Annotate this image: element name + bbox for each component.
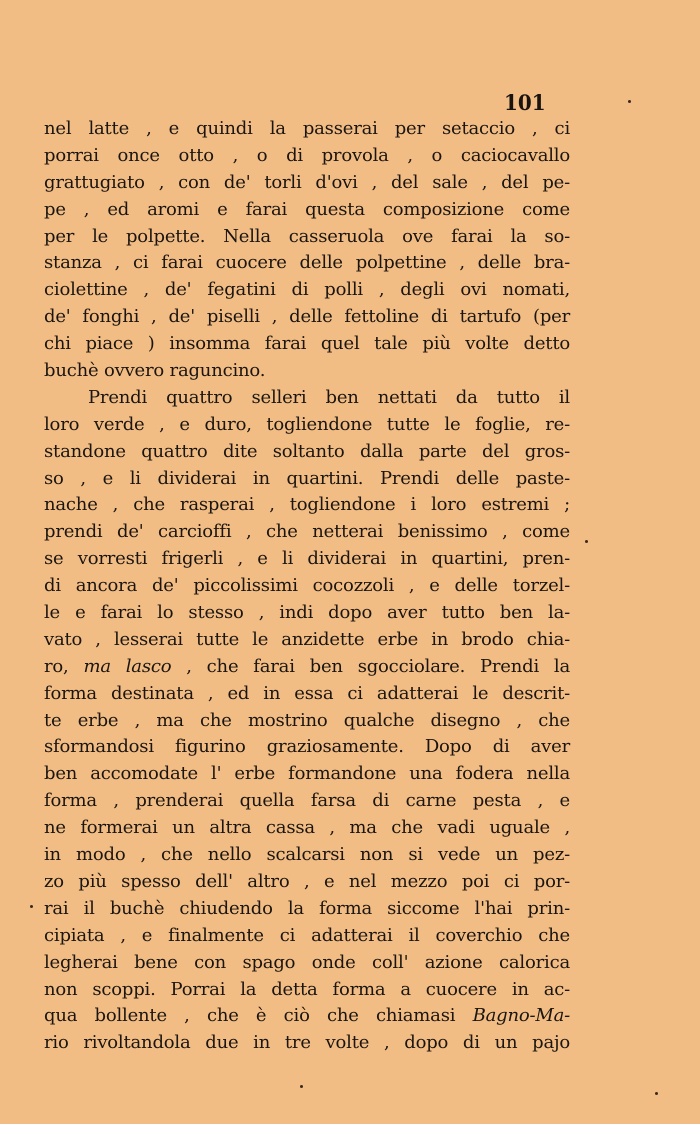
- text-line: vato , lesserai tutte le anzidette erbe in brodo chia-: [44, 628, 570, 650]
- page-number: 101: [504, 90, 546, 115]
- text-line: forma destinata , ed in essa ci adatterai le descrit-: [44, 682, 570, 704]
- text-line: porrai once otto , o di provola , o caciocavallo: [44, 144, 570, 166]
- italic-phrase: Bagno-Ma-: [472, 1005, 570, 1027]
- text-line: forma , prenderai quella farsa di carne pesta , e: [44, 790, 570, 812]
- text-line: ben accomodate l' erbe formandone una fodera nella: [44, 763, 570, 785]
- text-line: zo più spesso dell' altro , e nel mezzo poi ci por-: [44, 870, 570, 892]
- text-line: loro verde , e duro, togliendone tutte le foglie, re-: [44, 413, 570, 435]
- paper-speck: [585, 540, 588, 543]
- text-line: legherai bene con spago onde coll' azione calorica: [44, 951, 570, 973]
- text-line: [44, 1003, 570, 1030]
- text-line: standone quattro dite soltanto dalla parte del gros-: [44, 440, 570, 462]
- paper-speck: [30, 905, 33, 908]
- text-line: rai il buchè chiudendo la forma siccome l'hai prin-: [44, 897, 570, 919]
- text-line: chi piace ) insomma farai quel tale più volte detto: [44, 333, 570, 355]
- text-line: di ancora de' piccolissimi cocozzoli , e delle torzel-: [44, 575, 570, 597]
- text-line: le e farai lo stesso , indi dopo aver tutto ben la-: [44, 602, 570, 624]
- text-line: ciolettine , de' fegatini di polli , degli ovi nomati,: [44, 279, 570, 301]
- text-line: per le polpette. Nella casseruola ove farai la so-: [44, 225, 570, 247]
- paper-speck: [655, 1092, 658, 1095]
- body-text: [44, 116, 570, 1057]
- text-line: stanza , ci farai cuocere delle polpettine , delle bra-: [44, 252, 570, 274]
- italic-phrase: ma lasco: [83, 655, 172, 677]
- text-line: non scoppi. Porrai la detta forma a cuocere in ac-: [44, 978, 570, 1000]
- text-line: te erbe , ma che mostrino qualche disegno , che: [44, 709, 570, 731]
- text-line: so , e li dividerai in quartini. Prendi delle paste-: [44, 467, 570, 489]
- text-line: prendi de' carcioffi , che netterai benissimo , come: [44, 521, 570, 543]
- paper-speck: [628, 100, 631, 103]
- text-line: nel latte , e quindi la passerai per setaccio , ci: [44, 118, 570, 139]
- text-line: in modo , che nello scalcarsi non si vede un pez-: [44, 844, 570, 866]
- text-fragment: qua bollente , che è ciò che chiamasi: [44, 1005, 473, 1027]
- text-line: nache , che rasperai , togliendone i loro estremi ;: [44, 494, 570, 516]
- text-line: ne formerai un altra cassa , ma che vadi uguale ,: [44, 817, 570, 839]
- text-line: buchè ovvero raguncino.: [44, 360, 266, 382]
- text-fragment: ro,: [44, 655, 84, 677]
- text-line: rio rivoltandola due in tre volte , dopo di un pajo: [44, 1032, 570, 1054]
- text-line: Prendi quattro selleri ben nettati da tutto il: [88, 386, 570, 408]
- text-line: [44, 654, 570, 681]
- paper-speck: [300, 1085, 303, 1088]
- text-line: grattugiato , con de' torli d'ovi , del sale , del pe-: [44, 171, 570, 193]
- text-line: de' fonghi , de' piselli , delle fettoline di tartufo (per: [44, 306, 570, 328]
- text-line: pe , ed aromi e farai questa composizione come: [44, 198, 570, 220]
- text-line: sformandosi figurino graziosamente. Dopo di aver: [44, 736, 570, 758]
- text-line: cipiata , e finalmente ci adatterai il coverchio che: [44, 924, 570, 946]
- text-line: se vorresti frigerli , e li dividerai in quartini, pren-: [44, 548, 570, 570]
- text-fragment: , che farai ben sgocciolare. Prendi la: [171, 655, 570, 677]
